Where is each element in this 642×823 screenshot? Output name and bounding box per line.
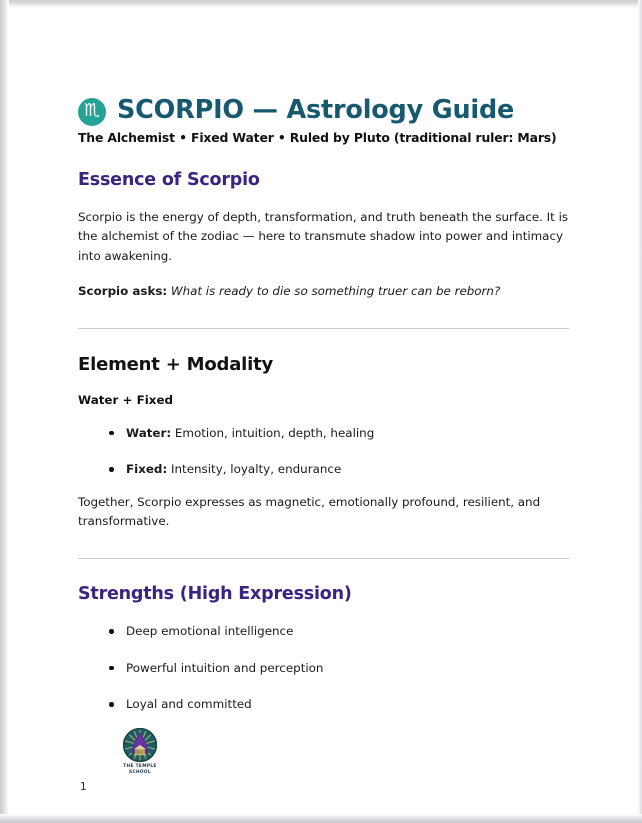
page-shadow-top bbox=[0, 0, 642, 8]
document-header bbox=[78, 96, 569, 125]
logo-wordmark bbox=[109, 764, 171, 776]
list-item-description: Emotion, intuition, depth, healing bbox=[174, 425, 375, 440]
section-element-modality bbox=[78, 354, 569, 531]
section-divider-1 bbox=[78, 328, 569, 329]
page-number: 1 bbox=[80, 781, 87, 793]
essence-ask-question: What is ready to die so something truer can be reborn? bbox=[170, 283, 501, 298]
document-page bbox=[9, 8, 638, 814]
essence-paragraph: Scorpio is the energy of depth, transformation, and truth beneath the surface. It is the alchemist of the zodiac — here to transmute shadow into power and intimacy into awakening. bbox=[78, 210, 569, 263]
list-item bbox=[109, 622, 569, 640]
element-modality-closing: Together, Scorpio expresses as magnetic, emotionally profound, resilient, and transformative. bbox=[78, 494, 541, 528]
logo-wordmark-line2: SCHOOL bbox=[129, 769, 151, 775]
page-shadow-right bbox=[638, 0, 642, 823]
section-divider-2 bbox=[78, 558, 569, 559]
list-item-description: Intensity, loyalty, endurance bbox=[170, 462, 342, 477]
list-item-term: Fixed: bbox=[126, 462, 168, 477]
element-modality-summary: Water + Fixed bbox=[78, 392, 174, 407]
list-item bbox=[109, 460, 569, 478]
section-essence bbox=[78, 170, 569, 301]
list-item bbox=[109, 659, 569, 677]
list-item bbox=[109, 424, 569, 442]
section-strengths bbox=[78, 584, 569, 713]
section-heading-essence: Essence of Scorpio bbox=[78, 170, 260, 191]
scorpio-glyph-icon bbox=[78, 98, 106, 126]
element-modality-list bbox=[78, 424, 569, 479]
page-shadow-bottom bbox=[0, 814, 642, 823]
list-item-description: Powerful intuition and perception bbox=[126, 660, 324, 675]
list-item-description: Deep emotional intelligence bbox=[126, 624, 294, 639]
page-shadow-left bbox=[0, 0, 9, 823]
page-content bbox=[78, 95, 569, 793]
page-footer bbox=[78, 728, 569, 808]
scorpio-glyph-symbol: ♏ bbox=[83, 99, 101, 121]
strengths-list bbox=[78, 622, 569, 713]
temple-crest-icon bbox=[123, 728, 157, 762]
logo-wordmark-line1: THE TEMPLE bbox=[123, 764, 157, 769]
section-heading-strengths: Strengths (High Expression) bbox=[78, 584, 352, 605]
essence-ask-label: Scorpio asks: bbox=[78, 283, 168, 298]
section-heading-element-modality: Element + Modality bbox=[78, 354, 274, 376]
temple-school-logo bbox=[109, 728, 171, 776]
document-subtitle: The Alchemist • Fixed Water • Ruled by Pluto (traditional ruler: Mars) bbox=[78, 130, 557, 146]
page-title: SCORPIO — Astrology Guide bbox=[117, 95, 515, 125]
list-item-description: Loyal and committed bbox=[126, 697, 252, 711]
essence-ask-line bbox=[78, 282, 569, 301]
list-item bbox=[109, 695, 569, 713]
list-item-term: Water: bbox=[126, 425, 172, 440]
